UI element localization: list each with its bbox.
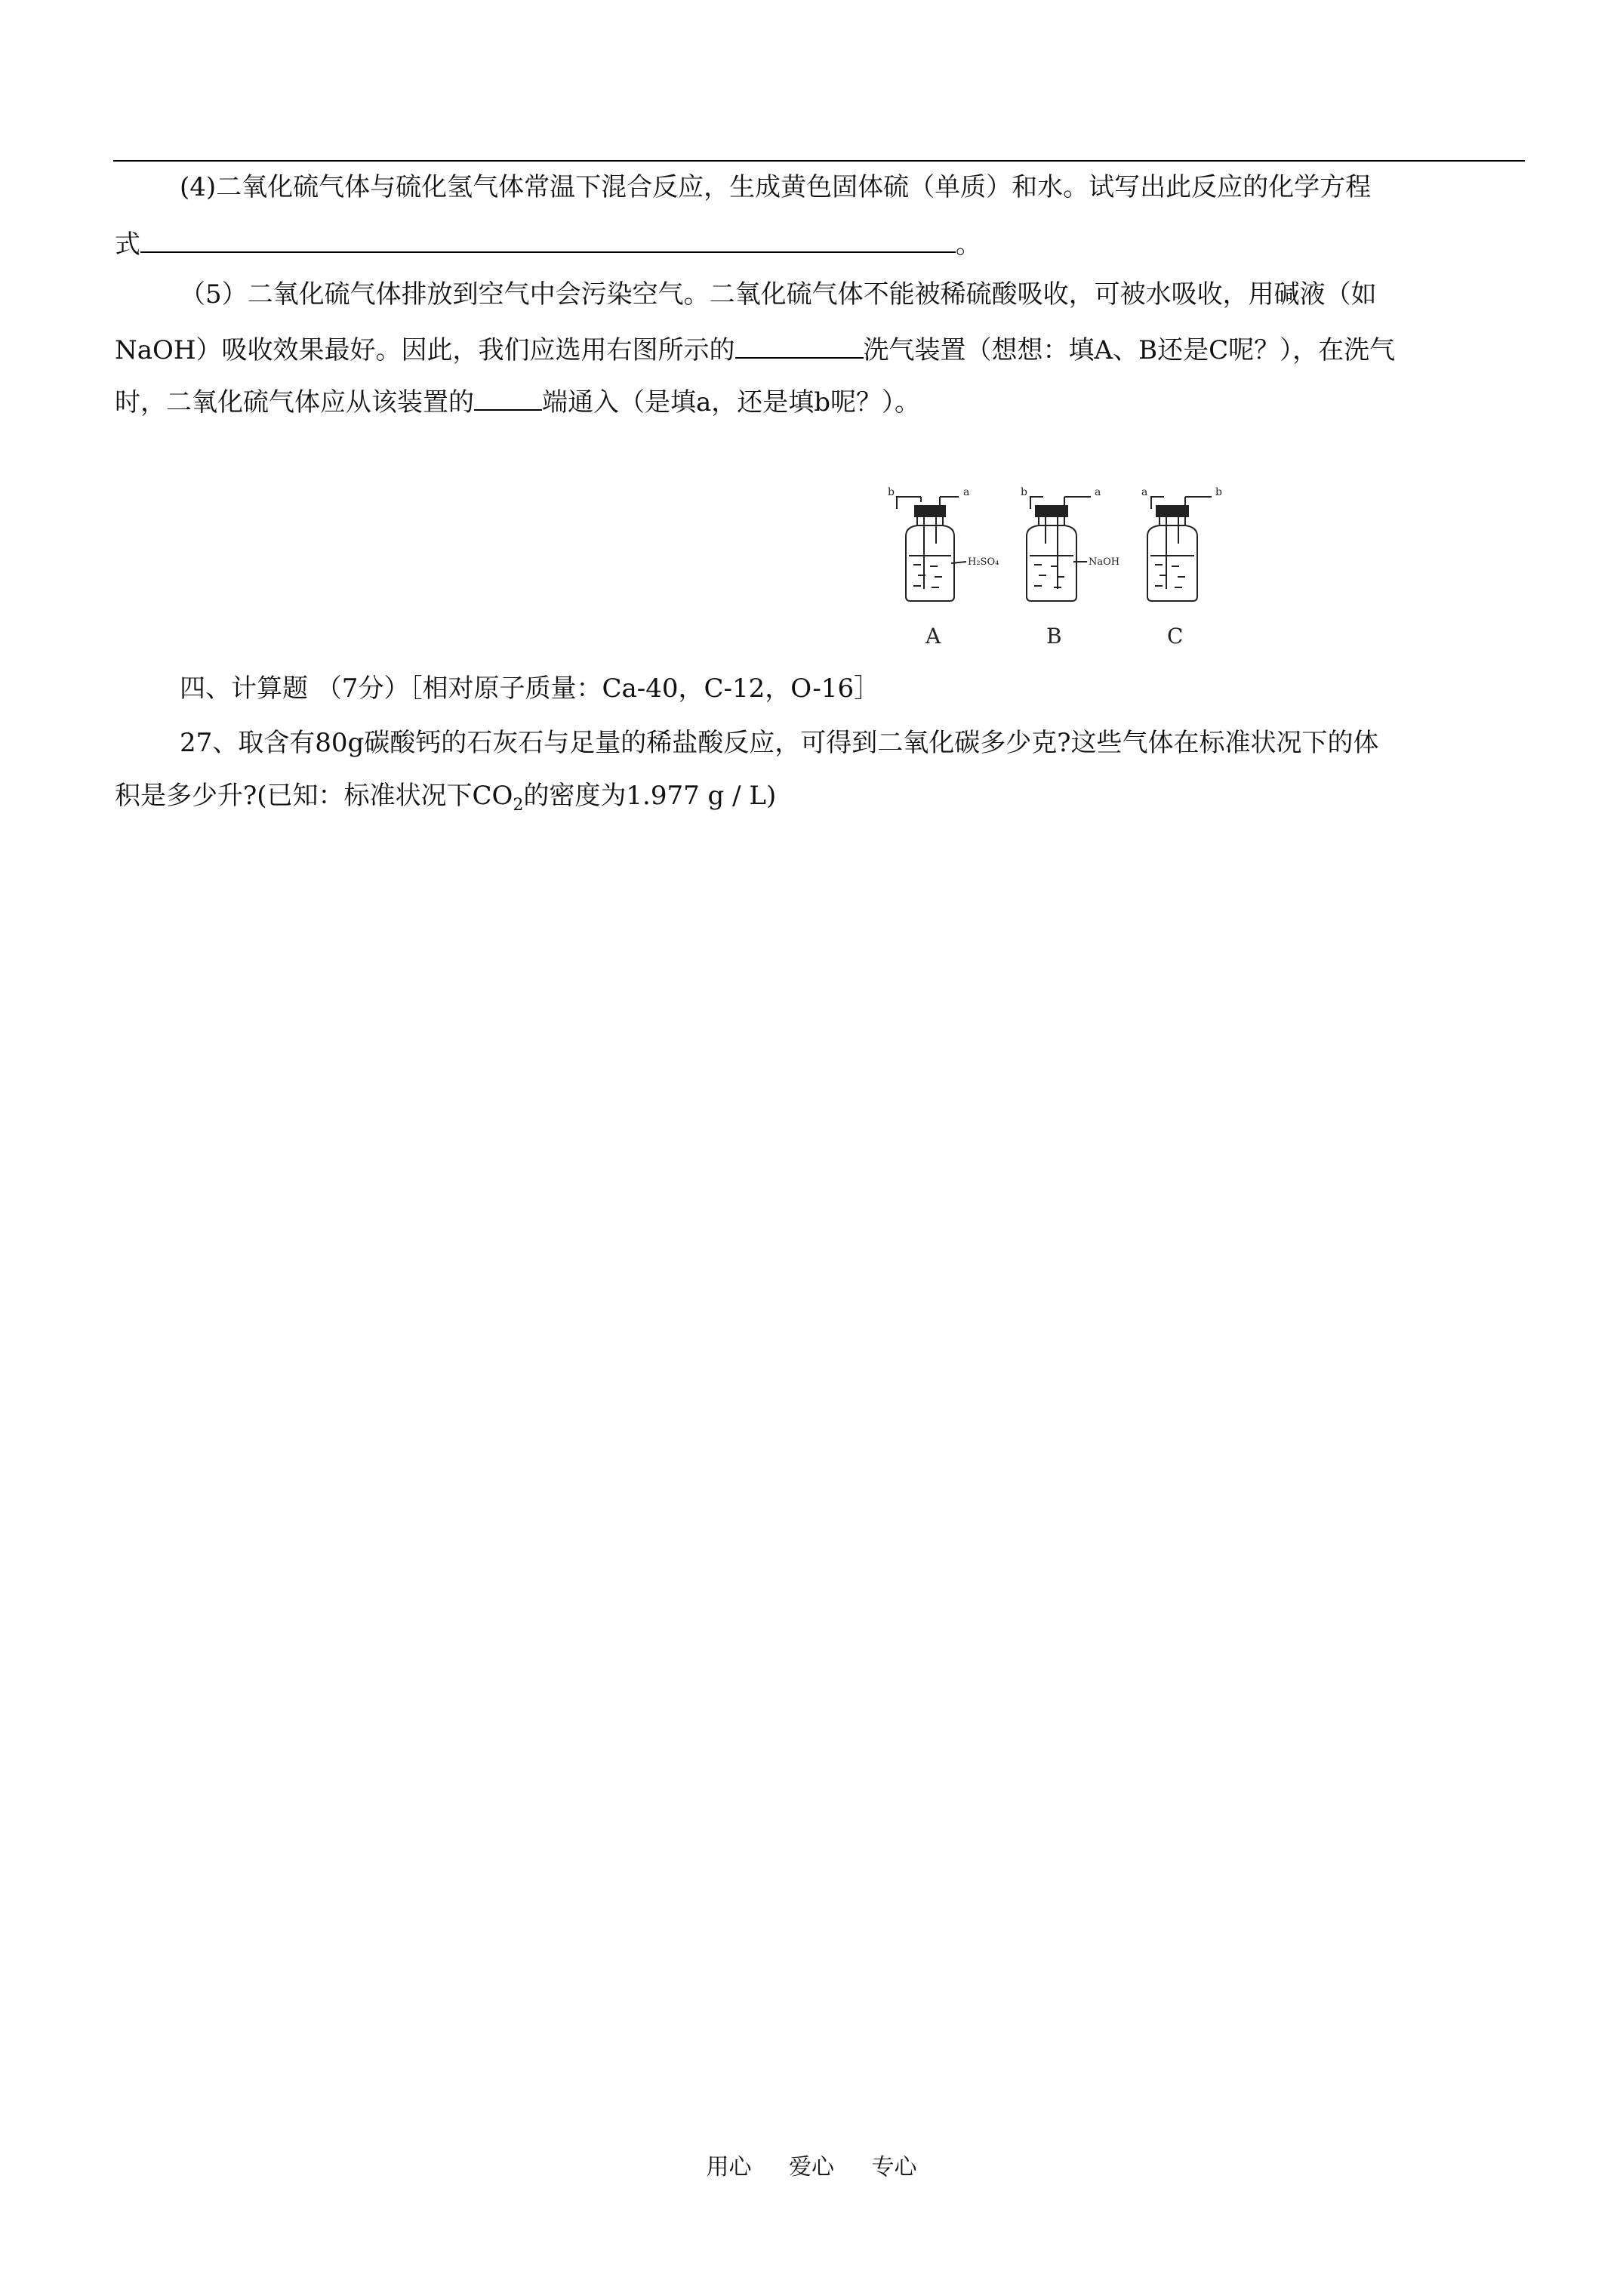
q5-line3-b: 端通入（是填a，还是填b呢？）。 (542, 387, 921, 418)
bottle-c-right-port: b (1215, 486, 1222, 498)
footer-item-3: 专心 (871, 2154, 917, 2180)
bottle-b-label: B (1046, 624, 1062, 649)
q4-line2-start: 式 (115, 230, 140, 260)
q5-line3-a: 时，二氧化硫气体应从该装置的 (115, 387, 474, 418)
footer-item-1: 用心 (706, 2154, 752, 2180)
q27-line2-a: 积是多少升?(已知：标准状况下CO (115, 781, 513, 811)
bottle-b-left-port: b (1021, 486, 1027, 498)
q5-line1: （5）二氧化硫气体排放到空气中会污染空气。二氧化硫气体不能被稀硫酸吸收，可被水吸收，用碱液（如 (180, 279, 1377, 310)
q27-line2 (115, 779, 776, 822)
bottle-a-left-port: b (888, 486, 895, 498)
q5-line2-a: NaOH）吸收效果最好。因此，我们应选用右图所示的 (115, 335, 735, 365)
q27-line1: 27、取含有80g碳酸钙的石灰石与足量的稀盐酸反应，可得到二氧化碳多少克?这些气体在标准状况下的体 (180, 728, 1379, 758)
page-footer (0, 2148, 1623, 2181)
q4-line2-end: 。 (956, 230, 981, 260)
bottle-a-right-port: a (963, 486, 970, 498)
bottle-a (897, 497, 966, 601)
q5-line2-b: 洗气装置（想想：填A、B还是C呢？），在洗气 (863, 335, 1396, 365)
bottle-a-label: A (925, 624, 941, 649)
bottle-c-left-port: a (1141, 486, 1148, 498)
q5-device-blank[interactable] (735, 330, 864, 359)
q27-co2-subscript: 2 (513, 795, 524, 815)
bottle-b-reagent: NaOH (1089, 556, 1120, 568)
footer-item-2: 爱心 (789, 2154, 834, 2180)
q4-answer-blank[interactable] (140, 224, 956, 253)
bottle-b (1027, 497, 1091, 601)
q4-line1: (4)二氧化硫气体与硫化氢气体常温下混合反应，生成黄色固体硫（单质）和水。试写出此反应的化学方程 (180, 172, 1372, 202)
section4-title: 四、计算题 （7分）［相对原子质量：Ca-40，C-12，O-16］ (180, 673, 880, 704)
bottle-a-reagent: H₂SO₄ (968, 556, 999, 568)
q5-line2 (115, 330, 1395, 367)
header-rule (113, 160, 1525, 162)
q4-line2 (115, 224, 981, 261)
bottle-c-label: C (1167, 624, 1184, 649)
bottle-c (1147, 497, 1212, 601)
q27-line2-b: 的密度为1.977 g / L) (523, 781, 777, 811)
gas-washing-bottles-diagram (876, 483, 1238, 657)
q5-port-blank[interactable] (474, 382, 542, 411)
bottle-b-right-port: a (1095, 486, 1101, 498)
q5-line3 (115, 382, 920, 419)
